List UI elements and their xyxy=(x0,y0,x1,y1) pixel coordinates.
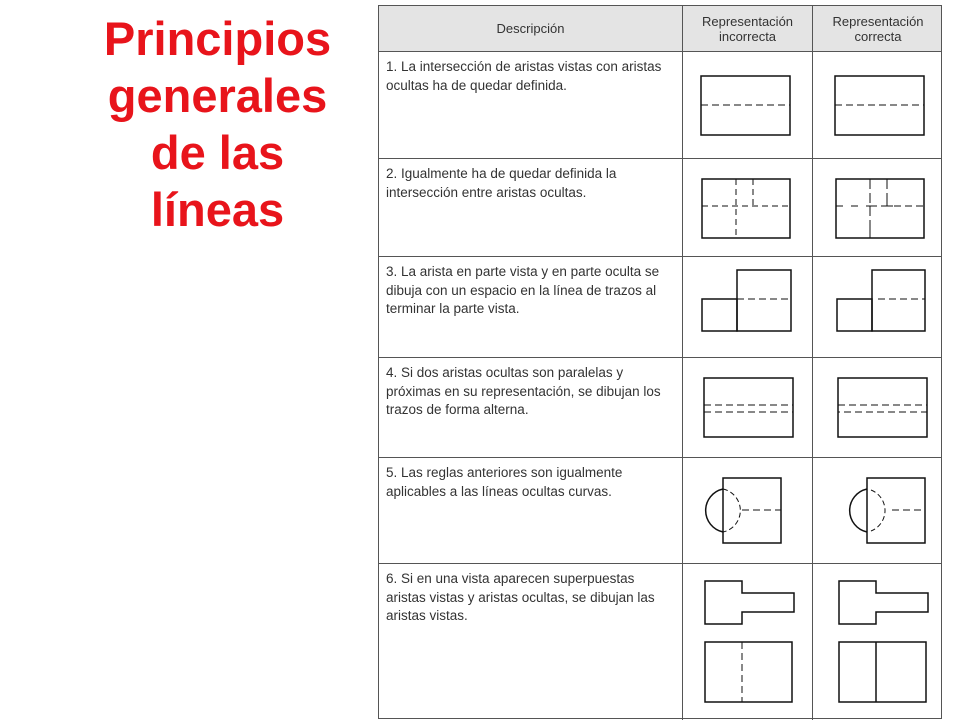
title-line-3: de las xyxy=(150,126,285,179)
incorrect-figure xyxy=(706,478,781,543)
table-row xyxy=(379,357,941,457)
row-3-figures xyxy=(379,257,943,358)
row-description: 3. La arista en parte vista y en parte oculta se dibuja con un espacio en la línea de trazos al terminar la parte vista. xyxy=(386,264,660,316)
correct-figure xyxy=(835,76,924,135)
table-row xyxy=(379,158,941,256)
incorrect-figure xyxy=(701,76,790,135)
correct-figure xyxy=(838,378,927,437)
incorrect-figure xyxy=(702,179,790,238)
header-description: Descripción xyxy=(496,21,565,36)
row-description: 2. Igualmente ha de quedar definida la intersección entre aristas ocultas. xyxy=(386,166,617,200)
correct-figure xyxy=(837,270,925,331)
header-incorrect: Representación incorrecta xyxy=(701,13,794,44)
row-description: 5. Las reglas anteriores son igualmente aplicables a las líneas ocultas curvas. xyxy=(386,465,623,499)
table-header xyxy=(379,6,941,51)
title-line-2: generales xyxy=(107,69,328,122)
correct-figure xyxy=(836,179,924,238)
table-row xyxy=(379,457,941,563)
table-row xyxy=(379,563,941,720)
row-description: 6. Si en una vista aparecen superpuestas aristas vistas y aristas ocultas, se dibujan las aristas vistas. xyxy=(386,571,655,623)
row-5-figures xyxy=(379,458,943,564)
row-4-figures xyxy=(379,358,943,458)
incorrect-figure xyxy=(702,270,791,331)
row-description: 4. Si dos aristas ocultas son paralelas y próximas en su representación, se dibujan los trazos de forma alterna. xyxy=(386,365,661,417)
line-principles-table xyxy=(378,5,942,719)
title-line-4: líneas xyxy=(150,183,285,236)
row-2-figures xyxy=(379,159,943,257)
row-1-figures xyxy=(379,52,943,159)
row-description: 1. La intersección de aristas vistas con aristas ocultas ha de quedar definida. xyxy=(386,59,662,93)
correct-figure xyxy=(850,478,925,543)
incorrect-figure xyxy=(705,581,794,702)
table-row xyxy=(379,256,941,357)
correct-figure xyxy=(839,581,928,702)
incorrect-figure xyxy=(704,378,793,437)
header-correct: Representación correcta xyxy=(832,13,924,44)
table-row xyxy=(379,51,941,158)
title-line-1: Principios xyxy=(103,12,332,65)
row-6-figures xyxy=(379,564,943,721)
page-title xyxy=(80,10,355,238)
